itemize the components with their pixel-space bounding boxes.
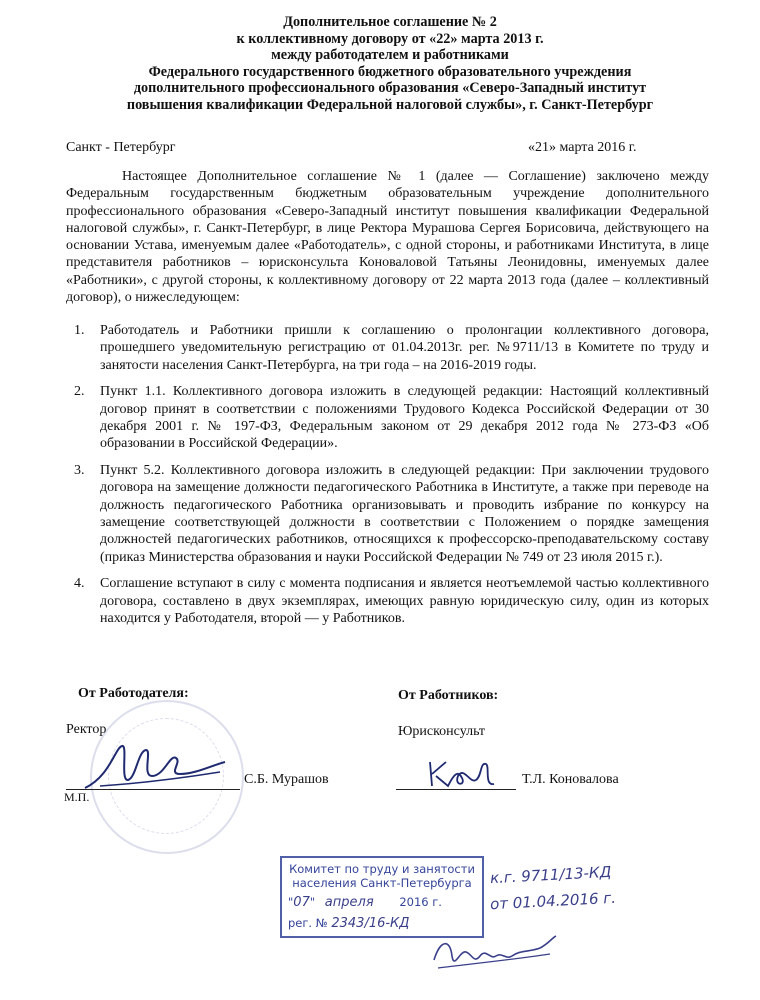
- header-line-6: повышения квалификации Федеральной налоговой службы», г. Санкт-Петербург: [126, 96, 654, 113]
- stamp-reg-prefix: рег. №: [288, 916, 328, 930]
- registration-stamp: [280, 856, 484, 938]
- employer-signature: [80, 736, 230, 796]
- item-text: Работодатель и Работники пришли к соглашению о пролонгации коллективного договора, прошедшего уведомительную регистрацию от 01.04.2013г. рег. №9711/13 в Комитете по труду и занятости населения Санкт-Петербурга, на три года – на 2016-2019 годы.: [100, 323, 709, 373]
- handwritten-note-date: от 01.04.2016 г.: [489, 888, 617, 914]
- stamp-date: [288, 895, 474, 910]
- seal-label: М.П.: [64, 790, 90, 804]
- document-date: «21» марта 2016 г.: [528, 140, 637, 155]
- stamp-org-line-1: Комитет по труду и занятости: [289, 862, 475, 876]
- employer-signature-line: [66, 789, 240, 790]
- stamp-reg: [288, 916, 474, 931]
- document-header: [60, 14, 720, 113]
- stamp-date-year: 2016 г.: [399, 895, 442, 909]
- header-line-2: к коллективному договору от «22» марта 2013 г.: [236, 30, 544, 47]
- employees-heading: От Работников:: [398, 688, 499, 703]
- document-place: Санкт - Петербург: [66, 140, 176, 155]
- item-number: 1.: [74, 323, 85, 338]
- stamp-date-month: апреля: [324, 895, 374, 910]
- employer-position: Ректор: [66, 722, 107, 737]
- employees-signature-line: [396, 789, 516, 790]
- employer-heading: От Работодателя:: [78, 686, 189, 701]
- stamp-reg-number: 2343/16-КД: [331, 916, 410, 931]
- header-line-3: между работодателем и работниками: [271, 47, 509, 63]
- list-item: [66, 575, 709, 627]
- stamp-date-day: 07: [293, 895, 310, 910]
- list-item: [66, 462, 709, 566]
- header-line-5: дополнительного профессионального образования «Северо-Западный институт: [133, 80, 647, 96]
- registrar-signature: [430, 930, 560, 980]
- list-item: [66, 383, 709, 453]
- item-number: 3.: [74, 462, 85, 478]
- employees-signature: [424, 756, 504, 792]
- stamp-date-quote: ": [288, 895, 294, 909]
- stamp-org-line-2: населения Санкт-Петербурга: [292, 876, 472, 890]
- intro-paragraph: Настоящее Дополнительное соглашение № 1 (далее — Соглашение) заключено между Федеральным государственным бюджетным образовательным учреждение дополнительного профессионального образования «Северо-Западный институт повышения квалификации Федеральной налоговой службы», г. Санкт-Петербург, в лице Ректора Мурашова Сергея Борисовича, действующего на основании Устава, именуемым далее «Работодатель», с одной стороны, и работниками Института, в лице представителя работников – юрисконсульта Коноваловой Татьяны Леонидовны, именуемых далее «Работники», с другой стороны, к коллективному договору от 22 марта 2013 года (далее – коллективный договор), о нижеследующем:: [66, 169, 709, 306]
- item-text: Пункт 1.1. Коллективного договора изложить в следующей редакции: Настоящий коллективный договор принят в соответствии с положениями Трудового Кодекса Российской Федерации от 30 декабря 2001 г. № 197-ФЗ, Федеральным законом от 29 декабря 2012 года № 273-ФЗ «Об образовании в Российской Федерации».: [100, 384, 709, 452]
- header-line-4: Федерального государственного бюджетного образовательного учреждения: [148, 63, 632, 80]
- employees-position: Юрисконсульт: [398, 724, 486, 739]
- item-text: Пункт 5.2. Коллективного договора изложить в следующей редакции: При заключении трудового договора на замещение должности педагогического Работника в Институте, а также при переводе на должность педагогического Работника организовывать и проводить избрание по конкурсу на замещение соответствующей должности в соответствии с Положением о порядке замещения должностей педагогических работников, относящихся к профессорско-преподавательскому составу (приказ Министерства образования и науки Российской Федерации № 749 от 23 июля 2015 г.).: [100, 462, 709, 565]
- terms-list: [66, 322, 709, 637]
- stamp-date-quote-close: ": [309, 895, 316, 909]
- list-item: [66, 322, 709, 374]
- employees-name: Т.Л. Коновалова: [522, 772, 619, 787]
- item-text: Соглашение вступают в силу с момента подписания и является неотъемлемой частью коллективного договора, составлено в двух экземплярах, имеющих равную юридическую силу, один из которых находится у Работодателя, второй — у Работников.: [100, 576, 709, 627]
- item-number: 4.: [74, 576, 85, 592]
- item-number: 2.: [74, 384, 85, 400]
- handwritten-note-reg: к.г. 9711/13-КД: [489, 862, 612, 888]
- employer-name: С.Б. Мурашов: [244, 772, 329, 787]
- header-title: Дополнительное соглашение № 2: [283, 14, 497, 30]
